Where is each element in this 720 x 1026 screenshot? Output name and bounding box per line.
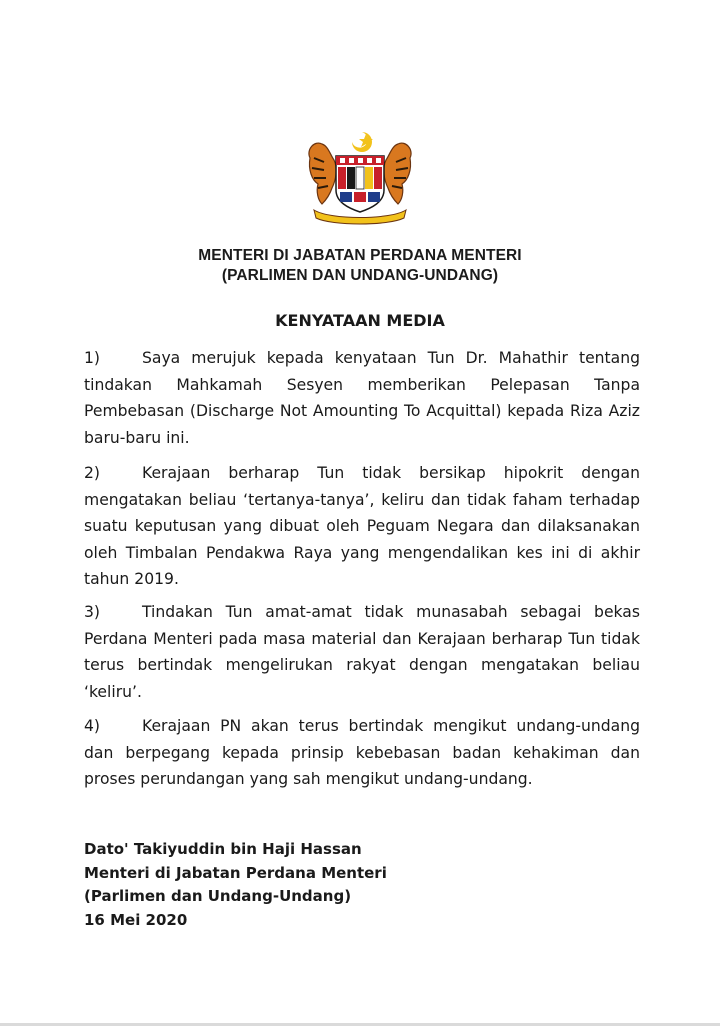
ministry-title: MENTERI DI JABATAN PERDANA MENTERI	[198, 247, 522, 264]
paragraph-number: 3)	[84, 603, 101, 621]
ministry-subtitle: (PARLIMEN DAN UNDANG-UNDANG)	[221, 267, 499, 284]
paragraph-number: 1)	[84, 349, 101, 367]
paragraph-1	[84, 345, 640, 451]
paragraph-2	[84, 460, 640, 593]
signatory-portfolio: (Parlimen dan Undang-Undang)	[84, 887, 352, 905]
paragraph-4	[84, 713, 640, 793]
paragraph-text: Kerajaan berharap Tun tidak bersikap hipokrit dengan mengatakan beliau ‘tertanya-tanya’, keliru dan tidak faham terhadap suatu keputusan yang dibuat oleh Peguam Negara dan dilaksanakan oleh Timbalan Pendakwa Raya yang mengendalikan kes ini di akhir tahun 2019.	[84, 464, 640, 588]
signature-block	[84, 838, 387, 932]
signatory-name: Dato' Takiyuddin bin Haji Hassan	[84, 840, 362, 858]
paragraph-text: Tindakan Tun amat-amat tidak munasabah sebagai bekas Perdana Menteri pada masa material dan Kerajaan berharap Tun tidak terus bertindak mengelirukan rakyat dengan mengatakan beliau ‘keliru’.	[84, 603, 640, 701]
paragraph-number: 2)	[84, 464, 101, 482]
statement-date: 16 Mei 2020	[84, 910, 188, 929]
paragraph-3	[84, 599, 640, 705]
paragraph-text: Kerajaan PN akan terus bertindak mengikut undang-undang dan berpegang kepada prinsip kebebasan badan kehakiman dan proses perundangan yang sah mengikut undang-undang.	[84, 717, 640, 788]
statement-title: KENYATAAN MEDIA	[275, 311, 445, 330]
paragraph-number: 4)	[84, 717, 101, 735]
paragraph-text: Saya merujuk kepada kenyataan Tun Dr. Mahathir tentang tindakan Mahkamah Sesyen memberikan Pelepasan Tanpa Pembebasan (Discharge Not Amounting To Acquittal) kepada Riza Aziz baru-baru ini.	[84, 349, 640, 447]
malaysia-coat-of-arms-icon	[300, 128, 420, 228]
signatory-position: Menteri di Jabatan Perdana Menteri	[84, 863, 387, 882]
